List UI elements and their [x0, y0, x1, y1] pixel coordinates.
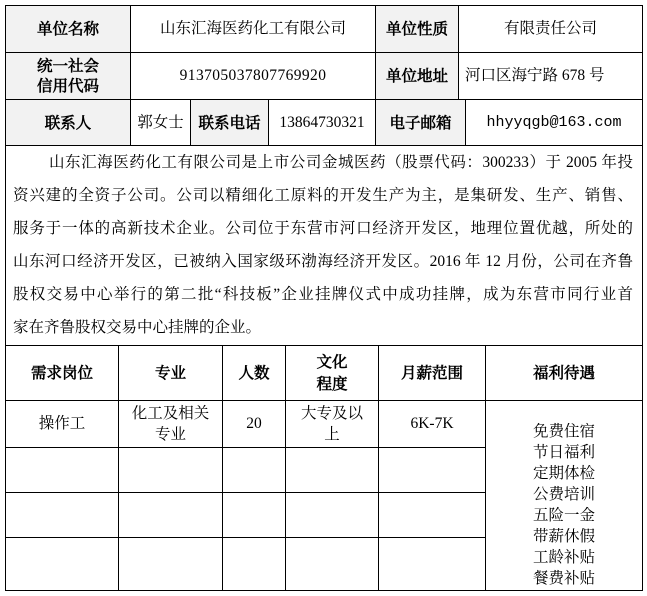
credit-code-label-text: 统一社会信用代码: [36, 57, 99, 95]
header-count: [223, 346, 286, 400]
company-name-value: [131, 6, 376, 52]
benefit-item: 餐费补贴: [532, 570, 595, 587]
job-count-cell: [223, 401, 286, 447]
jobs-header-row: [6, 346, 642, 401]
phone-label-text: 联系电话: [198, 113, 261, 132]
job-position-text: 操作工: [38, 415, 86, 432]
company-name-label: [6, 6, 131, 52]
header-position: [6, 346, 119, 400]
empty-cell: [6, 538, 119, 590]
company-type-label-text: 单位性质: [385, 20, 448, 38]
benefit-item: 公费培训: [532, 486, 595, 503]
info-row-code: [6, 53, 642, 100]
email-value: [466, 100, 642, 145]
empty-cell: [223, 538, 286, 590]
empty-cell: [286, 493, 379, 537]
job-row: [6, 401, 485, 448]
empty-cell: [223, 493, 286, 537]
job-major-text: 化工及相关专业: [131, 405, 210, 443]
header-education: [286, 346, 379, 400]
credit-code-label: [6, 53, 131, 99]
company-type-label: [376, 6, 459, 52]
empty-cell: [6, 448, 119, 492]
company-type-text: 有限责任公司: [503, 20, 597, 37]
address-label: [376, 53, 459, 99]
address-value: [459, 53, 642, 99]
benefit-item: 节日福利: [532, 444, 595, 461]
header-salary-text: 月薪范围: [400, 364, 463, 382]
empty-cell: [6, 493, 119, 537]
empty-cell: [379, 493, 485, 537]
phone-value: [269, 100, 376, 145]
company-description: [6, 146, 642, 346]
header-major-text: 专业: [154, 364, 186, 382]
header-education-text: 文化程度: [316, 353, 348, 393]
benefits-cell: [486, 401, 642, 590]
credit-code-value: [131, 53, 376, 99]
address-label-text: 单位地址: [385, 67, 448, 85]
header-position-text: 需求岗位: [30, 364, 93, 382]
job-row-empty: [6, 538, 485, 590]
phone-text: 13864730321: [279, 113, 365, 131]
job-row-empty: [6, 448, 485, 493]
credit-code-text: 913705037807769920: [179, 67, 327, 84]
job-count-text: 20: [246, 415, 262, 432]
company-name-text: 山东汇海医药化工有限公司: [159, 20, 346, 37]
recruitment-table: [5, 5, 643, 591]
header-salary: [379, 346, 486, 400]
contact-value: [131, 100, 191, 145]
company-type-value: [459, 6, 642, 52]
empty-cell: [223, 448, 286, 492]
email-label: [376, 100, 466, 145]
info-row-name: [6, 6, 642, 53]
description-line: 股权交易中心举行的第二批“科技板”企业挂牌仪式中成功挂牌，成为东营市同行业首: [13, 286, 633, 303]
description-line: 资兴建的全资子公司。公司以精细化工原料的开发生产为主，是集研发、生产、销售、: [13, 187, 633, 204]
job-education-text: 大专及以上: [300, 405, 363, 443]
empty-cell: [119, 448, 223, 492]
header-benefits-text: 福利待遇: [532, 364, 595, 382]
contact-label-text: 联系人: [44, 113, 92, 132]
job-position-cell: [6, 401, 119, 447]
benefit-item: 免费住宿: [532, 423, 595, 440]
email-text: hhyyqgb@163.com: [486, 113, 622, 131]
contact-label: [6, 100, 131, 145]
description-line: 山东汇海医药化工有限公司是上市公司金城医药（股票代码：300233）于 2005 年投: [49, 154, 633, 171]
empty-cell: [119, 493, 223, 537]
header-count-text: 人数: [238, 364, 270, 382]
benefit-item: 五险一金: [532, 507, 595, 524]
benefit-item: 定期体检: [532, 465, 595, 482]
jobs-body: [6, 401, 642, 590]
job-major-cell: [119, 401, 223, 447]
description-line: 家在齐鲁股权交易中心挂牌的企业。: [13, 319, 262, 336]
description-line: 山东河口经济开发区，已被纳入国家级环渤海经济开发区。2016 年 12 月份，公司在齐鲁: [13, 253, 633, 270]
email-label-text: 电子邮箱: [389, 113, 452, 132]
empty-cell: [286, 448, 379, 492]
empty-cell: [119, 538, 223, 590]
empty-cell: [379, 448, 485, 492]
job-salary-cell: [379, 401, 485, 447]
address-text: 河口区海宁路 678 号: [465, 67, 605, 84]
info-row-contact: [6, 100, 642, 146]
empty-cell: [286, 538, 379, 590]
benefit-item: 工龄补贴: [532, 549, 595, 566]
company-name-label-text: 单位名称: [36, 20, 99, 38]
empty-cell: [379, 538, 485, 590]
job-row-empty: [6, 493, 485, 538]
contact-text: 郭女士: [137, 113, 184, 131]
header-benefits: [486, 346, 642, 400]
job-salary-text: 6K-7K: [410, 415, 454, 432]
header-major: [119, 346, 223, 400]
job-education-cell: [286, 401, 379, 447]
benefit-item: 带薪休假: [532, 528, 595, 545]
jobs-grid: [6, 401, 486, 590]
description-line: 服务于一体的高新技术企业。公司位于东营市河口经济开发区，地理位置优越，所处的: [13, 220, 633, 237]
phone-label: [191, 100, 269, 145]
